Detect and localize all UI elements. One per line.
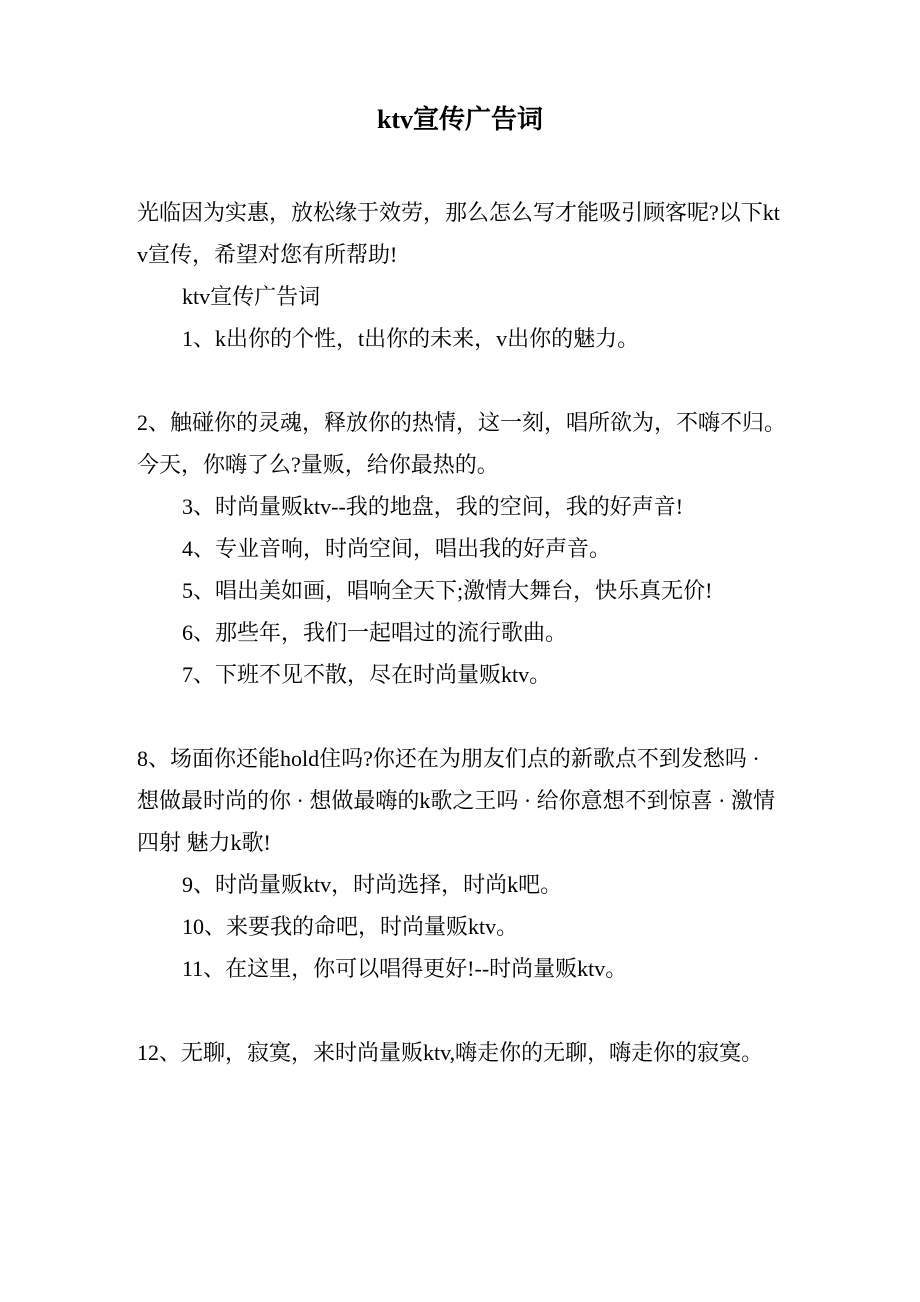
text-line: 9、时尚量贩ktv，时尚选择，时尚k吧。 (182, 872, 563, 897)
text-line: 7、下班不见不散，尽在时尚量贩ktv。 (182, 662, 552, 687)
blank-line (137, 696, 783, 738)
text-line: 2、触碰你的灵魂，释放你的热情，这一刻，唱所欲为，不嗨不归。 (137, 410, 787, 435)
text-line: 10、来要我的命吧，时尚量贩ktv。 (182, 914, 519, 939)
text-line: 6、那些年，我们一起唱过的流行歌曲。 (182, 620, 568, 645)
text-line: 11、在这里，你可以唱得更好!--时尚量贩ktv。 (182, 956, 628, 981)
text-line: ktv宣传广告词 (182, 284, 321, 309)
document-body (137, 192, 787, 1074)
text-line: 5、唱出美如画，唱响全天下;激情大舞台，快乐真无价! (182, 578, 713, 603)
blank-line (137, 990, 783, 1032)
blank-line (137, 360, 783, 402)
text-line: v宣传，希望对您有所帮助! (137, 242, 398, 267)
text-line: 4、专业音响，时尚空间，唱出我的好声音。 (182, 536, 612, 561)
text-line: 光临因为实惠，放松缘于效劳，那么怎么写才能吸引顾客呢?以下kt (137, 200, 780, 225)
text-line: 8、场面你还能hold住吗?你还在为朋友们点的新歌点不到发愁吗 · (137, 746, 760, 771)
text-line: 3、时尚量贩ktv--我的地盘，我的空间，我的好声音! (182, 494, 684, 519)
text-line: 1、k出你的个性，t出你的未来，v出你的魅力。 (182, 326, 640, 351)
text-line: 12、无聊，寂寞，来时尚量贩ktv,嗨走你的无聊，嗨走你的寂寞。 (137, 1040, 764, 1065)
text-line: 想做最时尚的你 · 想做最嗨的k歌之王吗 · 给你意想不到惊喜 · 激情 (137, 788, 775, 813)
document-title: ktv宣传广告词 (376, 105, 544, 134)
text-line: 四射 魅力k歌! (137, 830, 271, 855)
text-line: 今天，你嗨了么?量贩，给你最热的。 (137, 452, 499, 477)
